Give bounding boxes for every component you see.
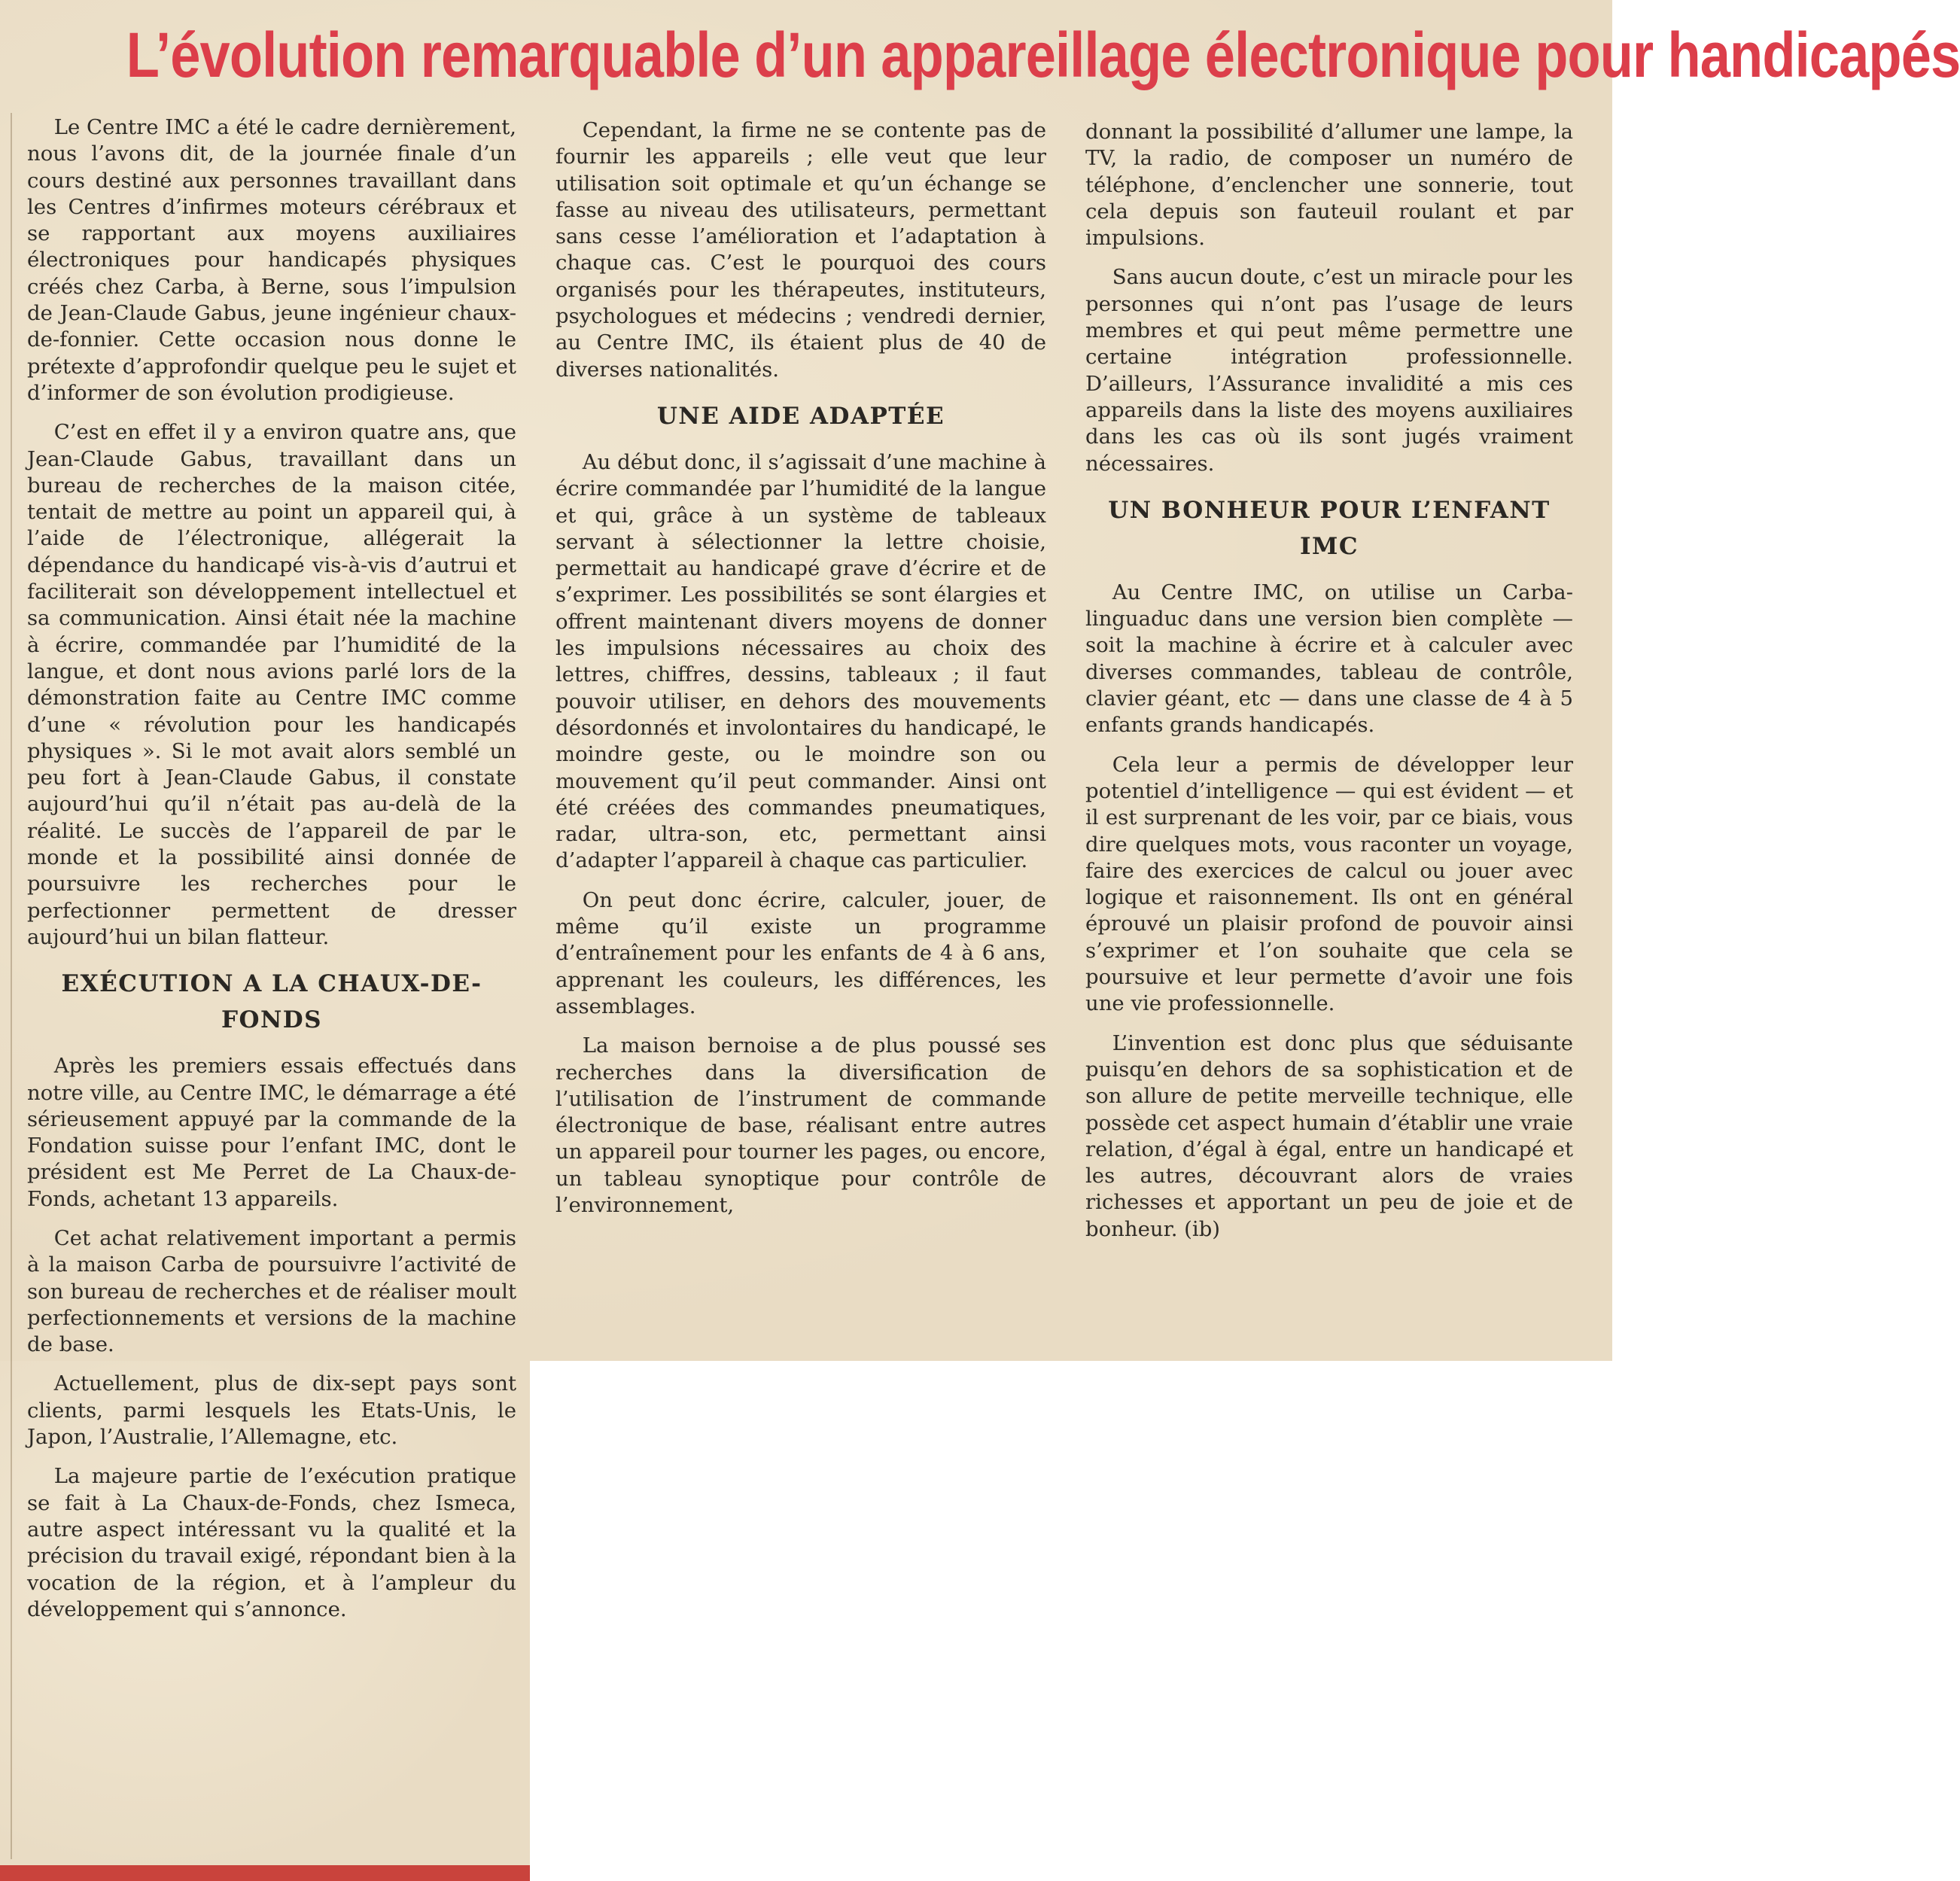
section-heading: UNE AIDE ADAPTÉE [656,402,945,430]
paragraph: Le Centre IMC a été le cadre dernièrement, nous l’avons dit, de la journée finale d’un cours destiné aux personnes travaillant dans les Centres d’infirmes moteurs cérébraux et se rapportant aux moyens auxiliaires électroniques pour handicapés physiques créés chez Carba, à Berne, sous l’impulsion de Jean-Claude Gabus, jeune ingénieur chaux-de-fonnier. Cette occasion nous donne le prétexte d’approfondir quelque peu le sujet et d’informer de son évolution prodigieuse. [27,115,517,405]
article-column-2 [555,117,1046,1231]
paper-fold-line [11,113,12,1859]
paragraph: Cet achat relativement important a permis à la maison Carba de poursuivre l’activité de son bureau de recherches et de réaliser moult perfectionnements et versions de la machine de base. [27,1225,516,1357]
paragraph: Au Centre IMC, on utilise un Carba-linguaduc dans une version bien complète — soit la machine à écrire et à calculer avec diverses commandes, tableau de contrôle, clavier géant, etc — dans une classe de 4 à 5 enfants grands handicapés. [1085,580,1573,738]
paragraph: Sans aucun doute, c’est un miracle pour les personnes qui n’ont pas l’usage de leurs membres et qui peut même permettre une certaine intégration professionnelle. D’ailleurs, l’Assurance invalidité a mis ces appareils dans la liste des moyens auxiliaires dans les cas où ils sont jugés vraiment nécessaires. [1085,265,1573,476]
article-column-1 [27,114,516,1636]
paragraph: Cependant, la firme ne se contente pas de fournir les appareils ; elle veut que leur utilisation soit optimale et qu’un échange se fasse au niveau des utilisateurs, permettant sans cesse l’amélioration et l’adaptation à chaque cas. C’est le pourquoi des cours organisés pour les thérapeutes, instituteurs, psychologues et médecins ; vendredi dernier, au Centre IMC, ils étaient plus de 40 de diverses nationalités. [555,118,1046,382]
paragraph: On peut donc écrire, calculer, jouer, de même qu’il existe un programme d’entraînement pour les enfants de 4 à 6 ans, apprenant les couleurs, les différences, les assemblages. [555,887,1046,1018]
paragraph: Au début donc, il s’agissait d’une machine à écrire commandée par l’humidité de la langue et qui, grâce à un système de tableaux servant à sélectionner la lettre choisie, permettait au handicapé grave d’écrire et de s’exprimer. Les possibilités se sont élargies et offrent maintenant divers moyens de donner les impulsions nécessaires au choix des lettres, chiffres, dessins, tableaux ; il faut pouvoir utiliser, en dehors des mouvements désordonnés et involontaires du handicapé, le moindre geste, ou le moindre son ou mouvement qu’il peut commander. Ainsi ont été créées des commandes pneumatiques, radar, ultra-son, etc, permettant ainsi d’adapter l’appareil à chaque cas particulier. [555,449,1046,873]
paragraph: Actuellement, plus de dix-sept pays sont clients, parmi lesquels les Etats-Unis, le Japon, l’Australie, l’Allemagne, etc. [27,1371,516,1450]
article-headline: L’évolution remarquable d’un appareillage électronique pour handicapés [126,20,1960,90]
section-heading: UN BONHEUR POUR L’ENFANT IMC [1108,496,1551,560]
article-column-3 [1085,119,1573,1256]
paragraph: donnant la possibilité d’allumer une lampe, la TV, la radio, de composer un numéro de téléphone, d’enclencher une sonnerie, tout cela depuis son fauteuil roulant et par impulsions. [1085,120,1573,251]
paragraph: La majeure partie de l’exécution pratique se fait à La Chaux-de-Fonds, chez Ismeca, autre aspect intéressant vu la qualité et la précision du travail exigé, répondant bien à la vocation de la région, et à l’ampleur du développement qui s’annonce. [27,1464,516,1621]
paragraph: Cela leur a permis de développer leur potentiel d’intelligence — qui est évident — et il est surprenant de les voir, par ce biais, vous dire quelques mots, vous raconter un voyage, faire des exercices de calcul ou jouer avec logique et raisonnement. Ils ont en général éprouvé un plaisir profond de pouvoir ainsi s’exprimer et l’on souhaite que cela se poursuive et leur permette d’avoir une fois une vie professionnelle. [1085,752,1573,1016]
paragraph: Après les premiers essais effectués dans notre ville, au Centre IMC, le démarrage a été sérieusement appuyé par la commande de la Fondation suisse pour l’enfant IMC, dont le président est Me Perret de La Chaux-de-Fonds, achetant 13 appareils. [27,1054,516,1211]
paragraph: C’est en effet il y a environ quatre ans, que Jean-Claude Gabus, travaillant dans un bureau de recherches de la maison citée, tentait de mettre au point un appareil qui, à l’aide de l’électronique, allégerait la dépendance du handicapé vis-à-vis d’autrui et faciliterait son développement intellectuel et sa communication. Ainsi était née la machine à écrire, commandée par l’humidité de la langue, et dont nous avions parlé lors de la démonstration faite au Centre IMC comme d’une « révolution pour les handicapés physiques ». Si le mot avait alors semblé un peu fort à Jean-Claude Gabus, il constate aujourd’hui qu’il n’était pas au-delà de la réalité. Le succès de l’appareil de par le monde et la possibilité ainsi donnée de poursuivre les recherches pour le perfectionner permettent de dresser aujourd’hui un bilan flatteur. [27,420,516,949]
paragraph: L’invention est donc plus que séduisante puisqu’en dehors de sa sophistication et de son allure de petite merveille technique, elle possède cet aspect humain d’établir une vraie relation, d’égal à égal, entre un handicapé et les autres, découvrant alors de vraies richesses et apportant un peu de joie et de bonheur. (ib) [1085,1030,1573,1241]
section-heading: EXÉCUTION A LA CHAUX-DE-FONDS [61,970,482,1034]
clipping-edge-strip [0,1865,530,1881]
paragraph: La maison bernoise a de plus poussé ses recherches dans la diversification de l’utilisation de l’instrument de commande électronique de base, réalisant entre autres un appareil pour tourner les pages, ou encore, un tableau synoptique pour contrôle de l’environnement, [555,1033,1046,1217]
